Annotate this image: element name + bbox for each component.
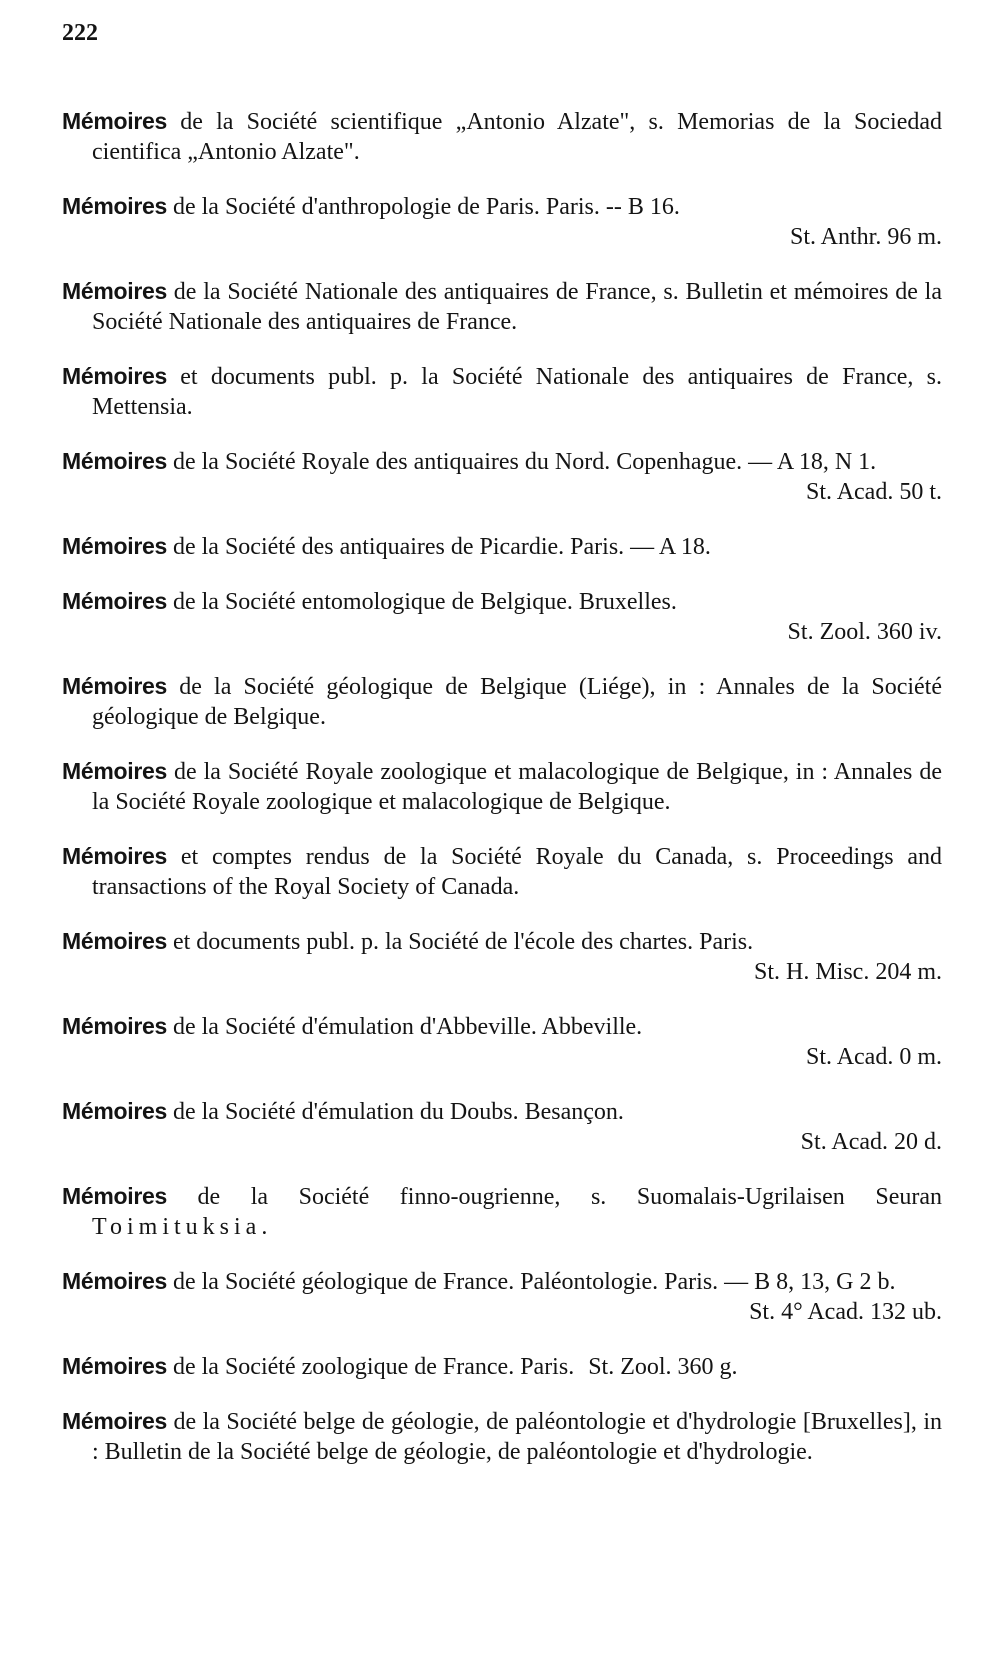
shelf-mark: St. 4° Acad. 132 ub. — [749, 1299, 942, 1325]
entry-head: Mémoires — [62, 1013, 167, 1039]
shelf-mark: St. Acad. 50 t. — [806, 479, 942, 505]
entry-head: Mémoires — [62, 1098, 167, 1124]
entry-text: de la Société Nationale des antiquaires de France, s. Bulletin et mémoires de la Société Nationale des antiquaires de France. — [92, 279, 943, 335]
list-item — [62, 191, 942, 252]
list-item — [62, 1096, 942, 1157]
list-item — [62, 756, 942, 817]
list-item — [62, 1351, 942, 1382]
list-item — [62, 1266, 942, 1327]
entry-head: Mémoires — [62, 278, 167, 304]
entry-head: Mémoires — [62, 193, 167, 219]
entry-head: Mémoires — [62, 1408, 167, 1434]
shelf-mark: St. Acad. 0 m. — [806, 1044, 942, 1070]
entry-head: Mémoires — [62, 673, 167, 699]
shelf-mark: St. Anthr. 96 m. — [789, 224, 942, 250]
entry-head: Mémoires — [62, 928, 167, 954]
list-item — [62, 276, 942, 337]
entry-head: Mémoires — [62, 363, 167, 389]
entry-head: Mémoires — [62, 448, 167, 474]
spaced-title: Toimituksia. — [92, 1214, 273, 1240]
entry-text: de la Société Royale des antiquaires du Nord. Copenhague. — A 18, N 1. — [172, 449, 877, 475]
list-item — [62, 926, 942, 987]
list-item — [62, 671, 942, 732]
entry-text: et comptes rendus de la Société Royale du Canada, s. Proceedings and transactions of the Royal Society of Canada. — [92, 844, 943, 900]
entry-head: Mémoires — [62, 1353, 167, 1379]
shelf-mark: St. H. Misc. 204 m. — [753, 959, 942, 985]
entry-text: de la Société d'émulation d'Abbeville. Abbeville. — [172, 1014, 643, 1040]
page-number: 222 — [62, 20, 98, 46]
entry-text: de la Société Royale zoologique et malacologique de Belgique, in : Annales de la Société Royale zoologique et malacologique de Belgique. — [92, 759, 942, 815]
entry-text: de la Société belge de géologie, de paléontologie et d'hydrologie [Bruxelles], in : Bulletin de la Société belge de géologie, de paléontologie et d'hydrologie. — [92, 1409, 942, 1465]
list-item — [62, 446, 942, 507]
list-item — [62, 1406, 942, 1467]
entry-head: Mémoires — [62, 588, 167, 614]
entry-list — [62, 82, 942, 1489]
entry-text: de la Société finno-ougrienne, s. Suomalais-Ugrilaisen Seuran — [197, 1184, 942, 1210]
list-item — [62, 841, 942, 902]
entry-head: Mémoires — [62, 108, 167, 134]
list-item — [62, 531, 942, 562]
list-item — [62, 106, 942, 167]
entry-head: Mémoires — [62, 843, 167, 869]
entry-text: de la Société géologique de Belgique (Liége), in : Annales de la Société géologique de Belgique. — [92, 674, 942, 730]
list-item — [62, 586, 942, 647]
list-item — [62, 1181, 942, 1242]
list-item — [62, 1011, 942, 1072]
entry-text: de la Société d'émulation du Doubs. Besançon. — [172, 1099, 624, 1125]
entry-head: Mémoires — [62, 1183, 167, 1209]
entry-text: de la Société d'anthropologie de Paris. Paris. -- B 16. — [172, 194, 680, 220]
entry-text: de la Société scientifique „Antonio Alzate", s. Memorias de la Sociedad cientifica „Antonio Alzate". — [92, 109, 943, 165]
shelf-mark: St. Zool. 360 iv. — [787, 619, 942, 645]
entry-text: et documents publ. p. la Société Nationale des antiquaires de France, s. Mettensia. — [92, 364, 943, 420]
entry-text: de la Société zoologique de France. Paris. — [172, 1354, 575, 1380]
shelf-mark: St. Zool. 360 g. — [588, 1354, 738, 1380]
entry-head: Mémoires — [62, 758, 167, 784]
entry-head: Mémoires — [62, 533, 167, 559]
entry-text: de la Société des antiquaires de Picardie. Paris. — A 18. — [172, 534, 711, 560]
entry-text: et documents publ. p. la Société de l'école des chartes. Paris. — [172, 929, 754, 955]
shelf-mark: St. Acad. 20 d. — [800, 1129, 942, 1155]
list-item — [62, 361, 942, 422]
entry-text: de la Société entomologique de Belgique. Bruxelles. — [172, 589, 677, 615]
entry-head: Mémoires — [62, 1268, 167, 1294]
entry-text: de la Société géologique de France. Paléontologie. Paris. — B 8, 13, G 2 b. — [172, 1269, 896, 1295]
